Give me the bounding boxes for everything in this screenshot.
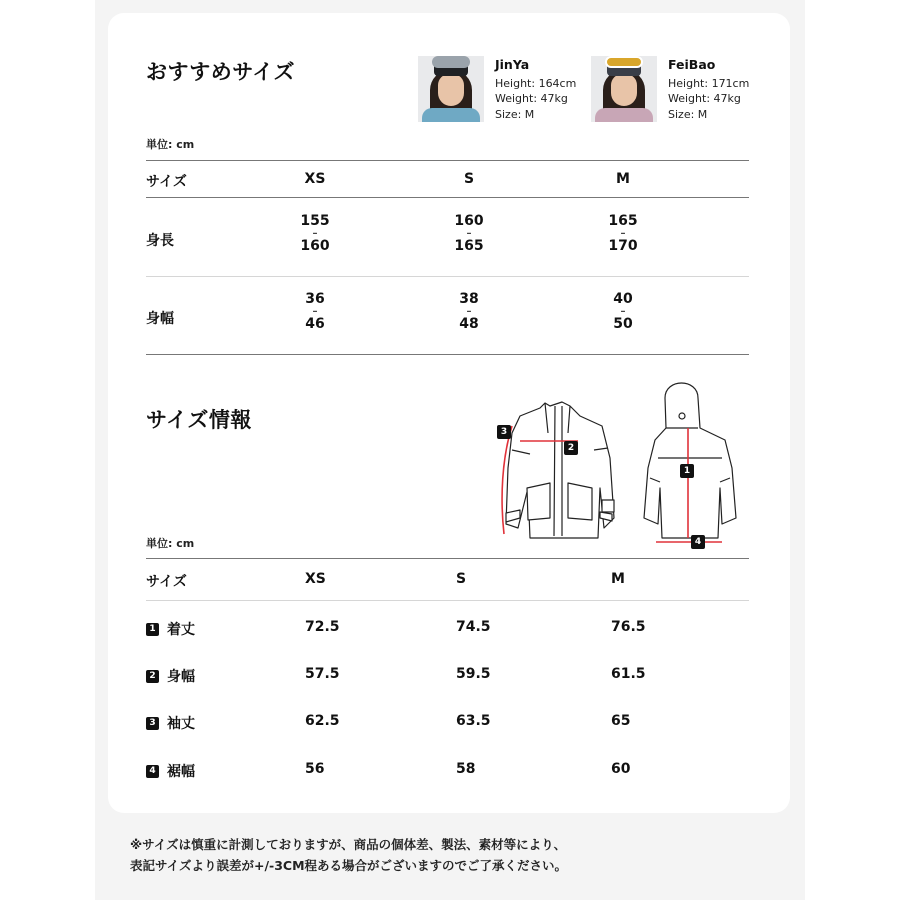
unit-label: 単位: cm <box>146 537 195 550</box>
model-card-jinya <box>418 56 576 122</box>
table-top-rule <box>146 160 749 161</box>
size-header-m: M <box>611 571 625 587</box>
row-divider <box>146 276 749 277</box>
table-header-rule <box>146 197 749 198</box>
row-label-hem-width: 4 裾幅 <box>146 761 195 781</box>
model-height: Height: 171cm <box>668 76 750 90</box>
value-body-length-xs: 72.5 <box>305 619 340 635</box>
value-chest-width-s: 59.5 <box>456 666 491 682</box>
value-body-length-m: 76.5 <box>611 619 646 635</box>
model-card-feibao <box>591 56 749 122</box>
badge-body-length: 1 <box>680 464 694 478</box>
model-name: FeiBao <box>668 57 716 72</box>
model-weight: Weight: 47kg <box>668 92 741 105</box>
size-header-label: サイズ <box>146 574 187 590</box>
jacket-illustration <box>490 378 750 553</box>
value-sleeve-length-m: 65 <box>611 713 631 729</box>
model-photo-feibao <box>591 56 657 122</box>
width-range-xs: 36 – 46 <box>305 291 325 332</box>
model-height: Height: 164cm <box>495 76 577 90</box>
value-hem-width-m: 60 <box>611 761 631 777</box>
size-header-xs: XS <box>304 171 326 187</box>
row-label-body-length: 1 着丈 <box>146 619 195 639</box>
value-hem-width-xs: 56 <box>305 761 325 777</box>
width-range-m: 40 – 50 <box>613 291 633 332</box>
badge-4-icon: 4 <box>146 765 159 778</box>
recommended-size-title: おすすめサイズ <box>146 60 296 84</box>
unit-label: 単位: cm <box>146 138 195 151</box>
row-label-chest-width: 2 身幅 <box>146 666 195 686</box>
size-header-m: M <box>616 171 630 187</box>
model-size: Size: M <box>495 107 535 121</box>
model-name: JinYa <box>495 57 530 72</box>
size-header-xs: XS <box>305 571 326 587</box>
badge-3-icon: 3 <box>146 717 159 730</box>
model-weight: Weight: 47kg <box>495 92 568 105</box>
row-label-width: 身幅 <box>146 311 174 327</box>
table-bottom-rule <box>146 354 749 355</box>
badge-hem-width: 4 <box>691 535 705 549</box>
height-range-xs: 155 – 160 <box>300 213 330 254</box>
badge-1-icon: 1 <box>146 623 159 636</box>
badge-2-icon: 2 <box>146 670 159 683</box>
value-hem-width-s: 58 <box>456 761 476 777</box>
size-header-s: S <box>456 571 467 587</box>
jacket-measurement-diagram <box>490 378 750 553</box>
height-range-s: 160 – 165 <box>454 213 484 254</box>
value-chest-width-xs: 57.5 <box>305 666 340 682</box>
value-sleeve-length-s: 63.5 <box>456 713 491 729</box>
badge-chest-width: 2 <box>564 441 578 455</box>
table-header-rule <box>146 600 749 601</box>
height-range-m: 165 – 170 <box>608 213 638 254</box>
table-top-rule <box>146 558 749 559</box>
row-label-height: 身長 <box>146 233 174 249</box>
value-sleeve-length-xs: 62.5 <box>305 713 340 729</box>
width-range-s: 38 – 48 <box>459 291 479 332</box>
size-disclaimer: ※サイズは慎重に計測しておりますが、商品の個体差、製法、素材等により、 表記サイズより誤差が+/-3CM程ある場合がございますのでご了承ください。 <box>130 837 568 873</box>
model-photo-jinya <box>418 56 484 122</box>
row-label-sleeve-length: 3 袖丈 <box>146 713 195 733</box>
value-body-length-s: 74.5 <box>456 619 491 635</box>
value-chest-width-m: 61.5 <box>611 666 646 682</box>
size-info-title: サイズ情報 <box>146 408 252 432</box>
model-size: Size: M <box>668 107 708 121</box>
size-header-label: サイズ <box>146 174 187 190</box>
badge-sleeve-length: 3 <box>497 425 511 439</box>
size-header-s: S <box>463 171 475 187</box>
